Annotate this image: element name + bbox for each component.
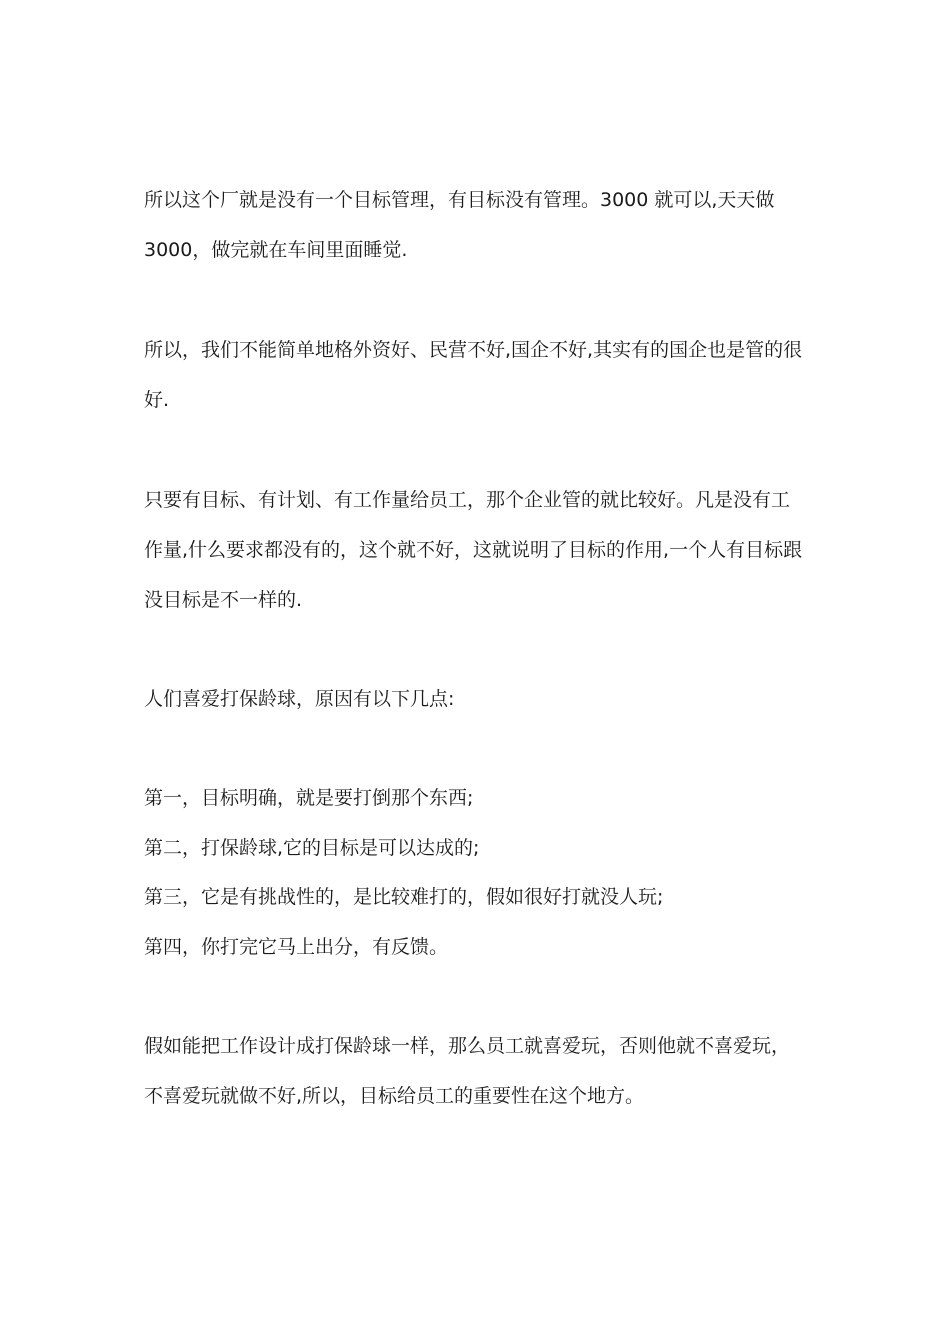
text-line: 所以，我们不能简单地格外资好、民营不好,国企不好,其实有的国企也是管的很 <box>144 339 803 361</box>
text-line: 好. <box>144 389 170 411</box>
text-line: 只要有目标、有计划、有工作量给员工，那个企业管的就比较好。凡是没有工 <box>144 489 791 511</box>
text-line: 作量,什么要求都没有的，这个就不好，这就说明了目标的作用,一个人有目标跟 <box>144 539 803 561</box>
list-item: 第二，打保龄球,它的目标是可以达成的; <box>144 837 480 859</box>
text-line: 假如能把工作设计成打保龄球一样，那么员工就喜爱玩，否则他就不喜爱玩， <box>144 1035 791 1057</box>
list-item: 第一，目标明确，就是要打倒那个东西; <box>144 787 474 809</box>
list-item: 第四，你打完它马上出分，有反馈。 <box>144 936 449 958</box>
text-line: 所以这个厂就是没有一个目标管理，有目标没有管理。3000 就可以,天天做 <box>144 189 775 211</box>
list-item: 第三，它是有挑战性的，是比较难打的，假如很好打就没人玩; <box>144 886 664 908</box>
text-line: 3000，做完就在车间里面睡觉. <box>144 239 408 261</box>
text-line: 不喜爱玩就做不好,所以，目标给员工的重要性在这个地方。 <box>144 1085 645 1107</box>
text-line: 没目标是不一样的. <box>144 589 303 611</box>
text-line: 人们喜爱打保龄球，原因有以下几点: <box>144 688 455 710</box>
